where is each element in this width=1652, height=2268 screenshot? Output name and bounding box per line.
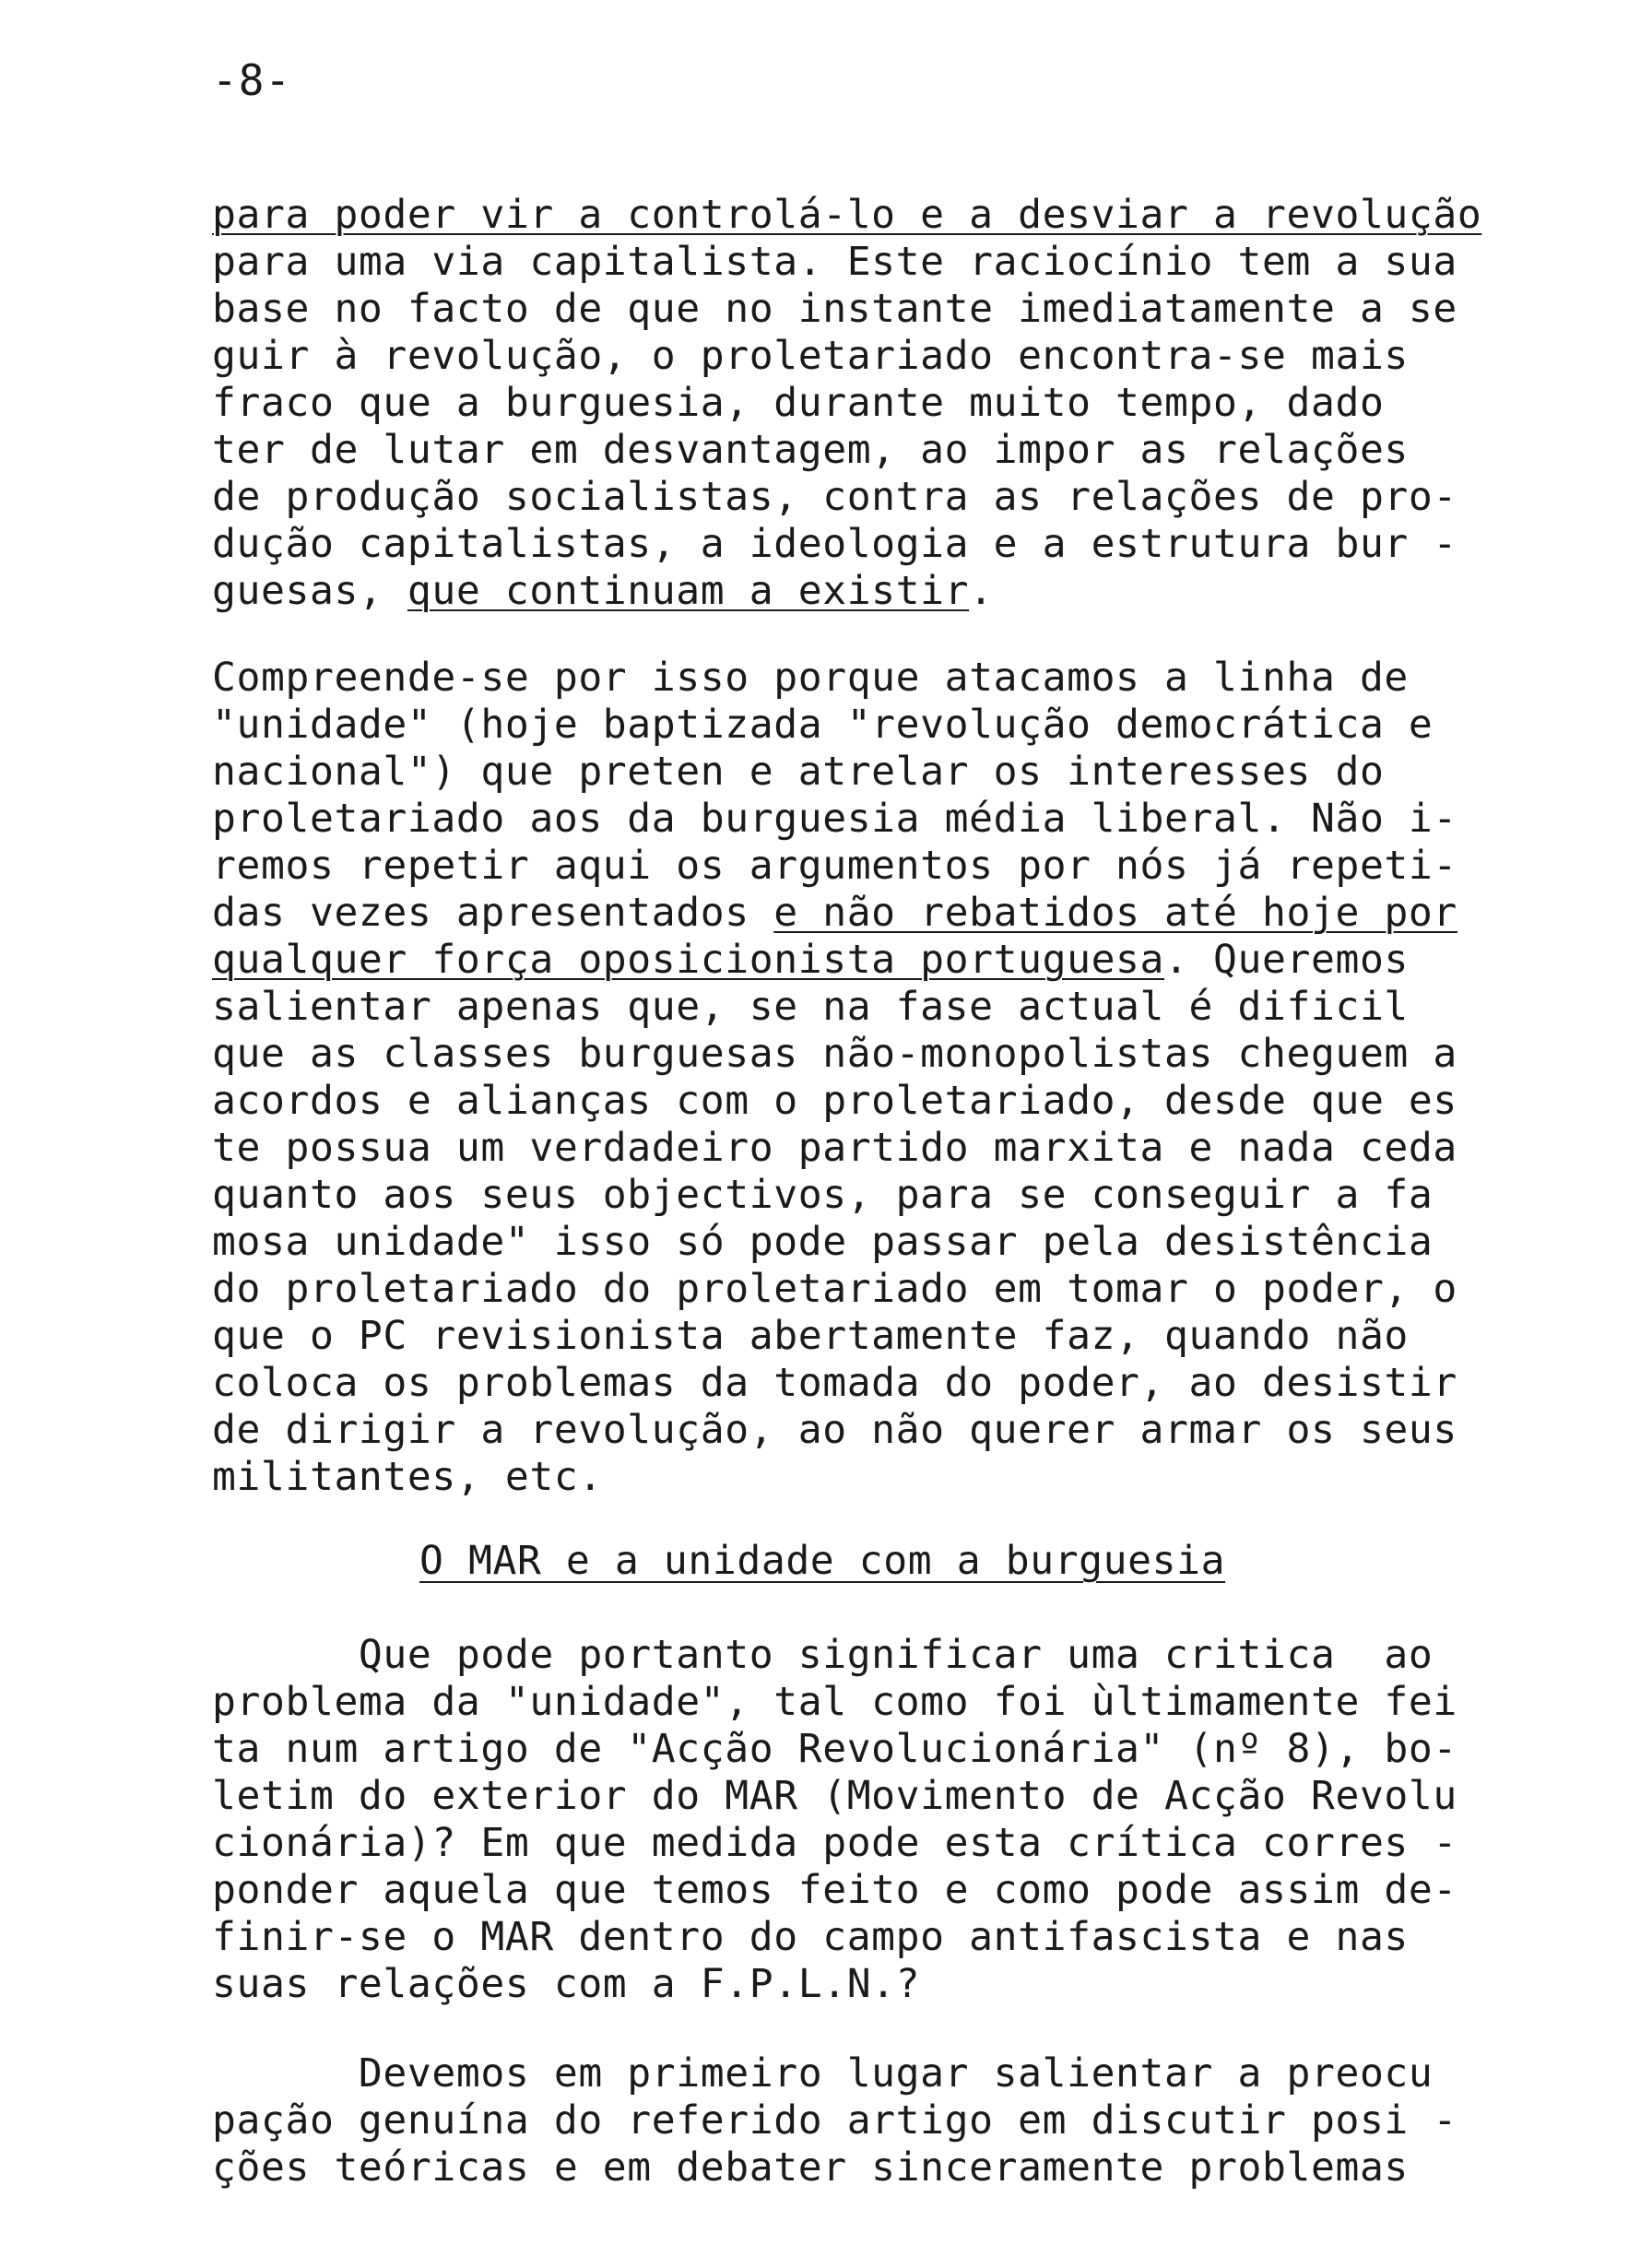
- paragraph-line: ter de lutar em desvantagem, ao impor as relações: [212, 427, 1409, 473]
- paragraph-line: acordos e alianças com o proletariado, desde que es: [212, 1078, 1457, 1124]
- paragraph-line: militantes, etc.: [212, 1454, 603, 1500]
- paragraph-line: quanto aos seus objectivos, para se conseguir a fa: [212, 1172, 1434, 1218]
- paragraph-line: do proletariado do proletariado em tomar o poder, o: [212, 1266, 1457, 1312]
- paragraph-line: problema da "unidade", tal como foi ùltimamente fei: [212, 1679, 1457, 1725]
- paragraph-line: [212, 890, 1558, 937]
- paragraph-line: de produção socialistas, contra as relações de pro-: [212, 474, 1457, 520]
- paragraph-line: mosa unidade" isso só pode passar pela desistência: [212, 1219, 1434, 1265]
- paragraph-line: fraco que a burguesia, durante muito tempo, dado: [212, 380, 1385, 426]
- paragraph-line: letim do exterior do MAR (Movimento de Acção Revolu: [212, 1773, 1457, 1819]
- paragraph-line: Compreende-se por isso porque atacamos a linha de: [212, 655, 1409, 701]
- paragraph-line: ponder aquela que temos feito e como pode assim de-: [212, 1867, 1457, 1913]
- page-number: -8-: [212, 55, 292, 105]
- paragraph-line: de dirigir a revolução, ao não querer armar os seus: [212, 1407, 1457, 1453]
- paragraph-line: coloca os problemas da tomada do poder, ao desistir: [212, 1360, 1457, 1406]
- paragraph-2: [212, 655, 1558, 1501]
- paragraph-3: [212, 1632, 1558, 2008]
- paragraph-line: guir à revolução, o proletariado encontra-se mais: [212, 333, 1409, 379]
- paragraph-line: proletariado aos da burguesia média liberal. Não i-: [212, 796, 1457, 842]
- line-text: . Queremos: [1164, 937, 1409, 983]
- line-text: .: [969, 568, 994, 614]
- underlined-text: qualquer força oposicionista portuguesa: [212, 937, 1165, 983]
- paragraph-line: que as classes burguesas não-monopolistas cheguem a: [212, 1031, 1457, 1077]
- paragraph-line: "unidade" (hoje baptizada "revolução democrática e: [212, 702, 1434, 748]
- paragraph-line: Devemos em primeiro lugar salientar a preocu: [212, 2050, 1434, 2097]
- paragraph-line: finir-se o MAR dentro do campo antifascista e nas: [212, 1914, 1409, 1960]
- paragraph-line: [212, 568, 1558, 615]
- paragraph-line: para uma via capitalista. Este raciocínio tem a sua: [212, 239, 1457, 285]
- paragraph-4: [212, 2050, 1558, 2191]
- underlined-text: que continuam a existir: [407, 568, 970, 614]
- paragraph-line: para poder vir a controlá-lo e a desviar a revolução: [212, 192, 1482, 238]
- paragraph-line: cionária)? Em que medida pode esta crítica corres -: [212, 1820, 1457, 1866]
- paragraph-line: base no facto de que no instante imediatamente a se: [212, 286, 1457, 332]
- paragraph-line: salientar apenas que, se na fase actual é dificil: [212, 984, 1409, 1030]
- line-text: guesas,: [212, 568, 407, 614]
- paragraph-1: [212, 192, 1558, 615]
- paragraph-line: pação genuína do referido artigo em discutir posi -: [212, 2097, 1457, 2144]
- paragraph-line: ta num artigo de "Acção Revolucionária" (nº 8), bo-: [212, 1726, 1457, 1772]
- paragraph-line: [212, 937, 1558, 984]
- paragraph-line: ções teóricas e em debater sinceramente problemas: [212, 2144, 1409, 2191]
- paragraph-line: que o PC revisionista abertamente faz, quando não: [212, 1313, 1409, 1359]
- underlined-text: e não rebatidos até hoje por: [773, 890, 1457, 936]
- section-heading: O MAR e a unidade com a burguesia: [419, 1538, 1226, 1584]
- line-text: das vezes apresentados: [212, 890, 774, 936]
- paragraph-line: remos repetir aqui os argumentos por nós já repeti-: [212, 843, 1457, 889]
- paragraph-line: te possua um verdadeiro partido marxita e nada ceda: [212, 1125, 1457, 1171]
- paragraph-line: suas relações com a F.P.L.N.?: [212, 1961, 921, 2007]
- paragraph-line: dução capitalistas, a ideologia e a estrutura bur -: [212, 521, 1457, 567]
- paragraph-line: nacional") que preten e atrelar os interesses do: [212, 749, 1385, 795]
- paragraph-line: Que pode portanto significar uma critica ao: [212, 1632, 1434, 1678]
